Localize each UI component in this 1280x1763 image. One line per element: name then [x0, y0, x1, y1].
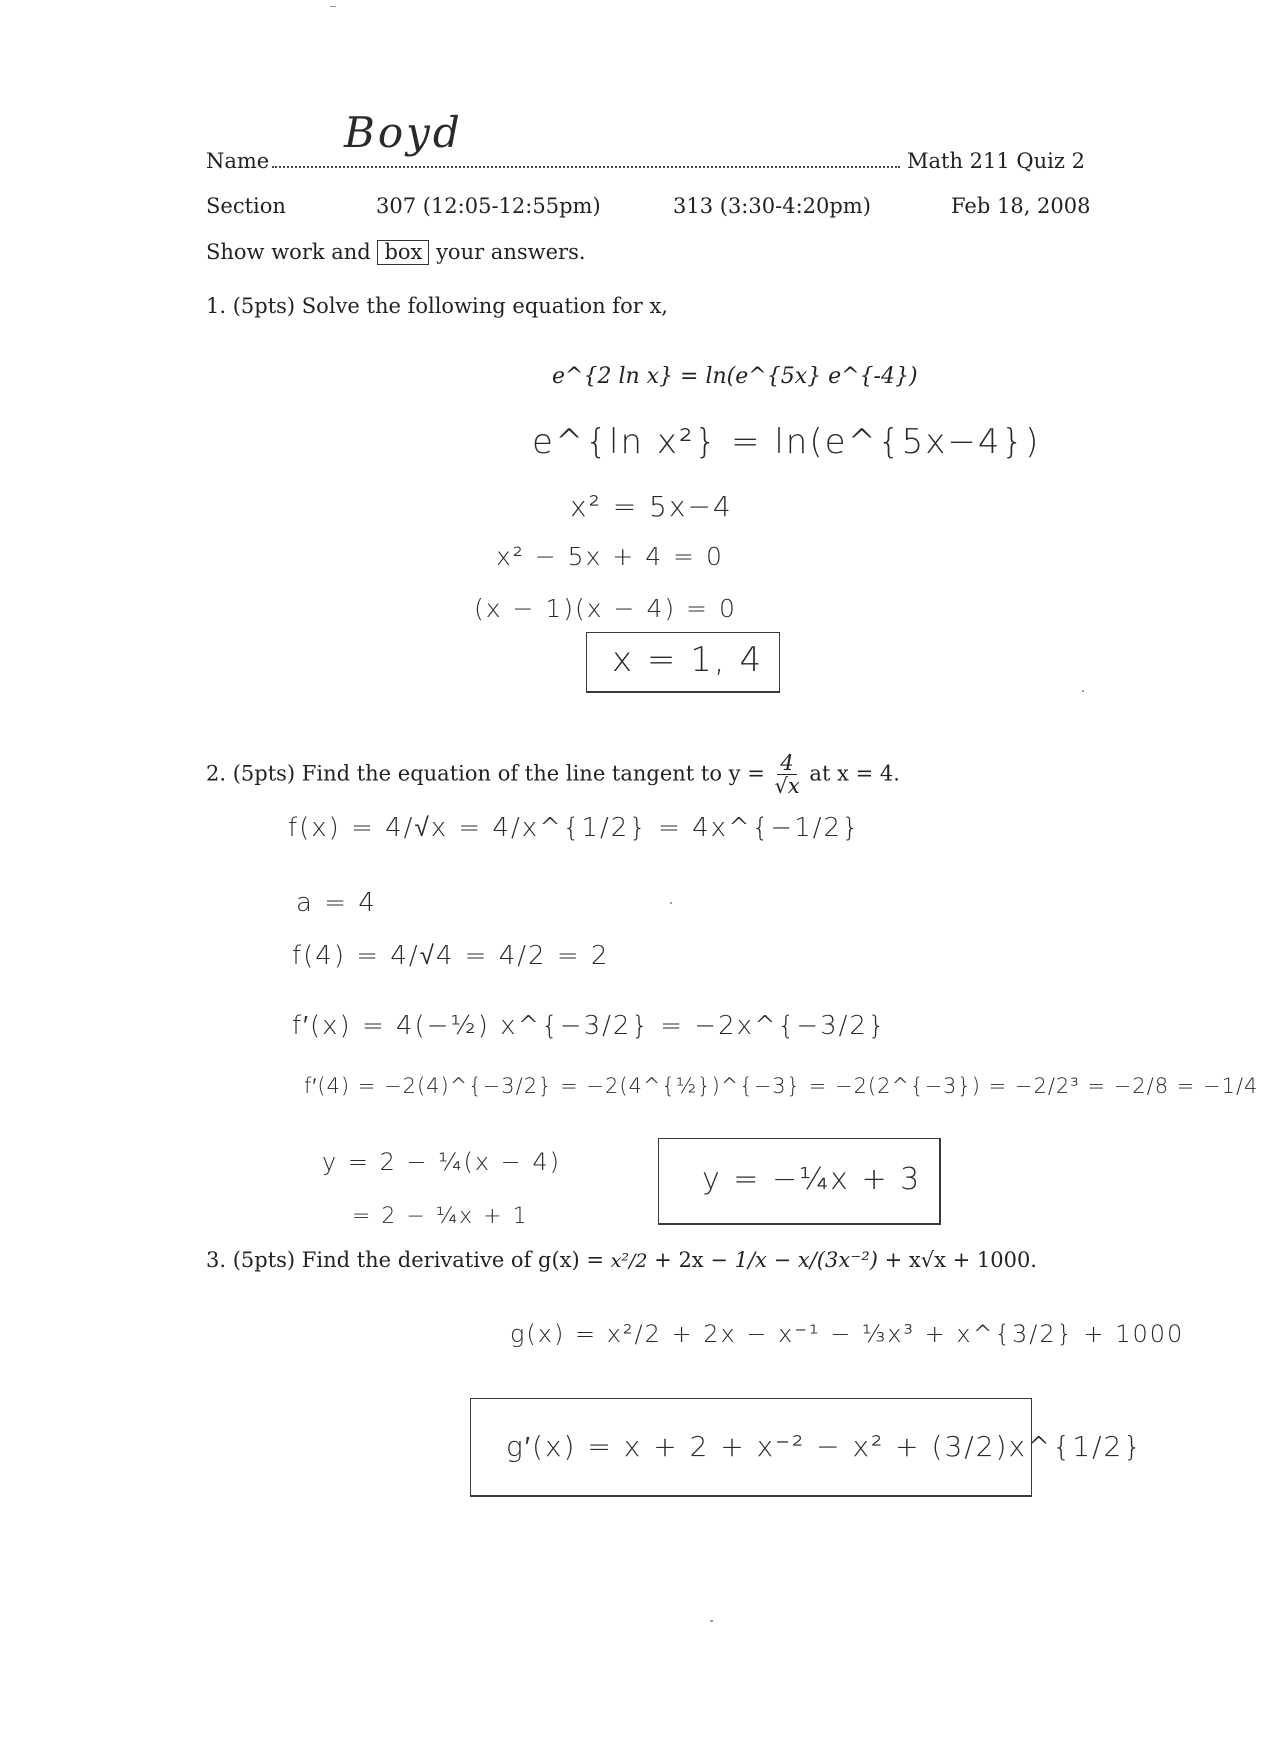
problem3-term-2: + 2x −	[654, 1248, 728, 1272]
instructions-box-word: box	[377, 240, 429, 265]
problem3-term-5: x/(3x⁻²)	[797, 1248, 878, 1272]
problem3-term-1: x²/2	[610, 1250, 648, 1273]
problem1-work-line-2: x² = 5x−4	[570, 490, 733, 523]
problem2-answer: y = −¼x + 3	[702, 1162, 922, 1197]
problem2-fraction-denominator: √x	[774, 774, 800, 799]
problem3-work-line-1: g(x) = x²/2 + 2x − x⁻¹ − ⅓x³ + x^{3/2} + 1000	[510, 1320, 1185, 1348]
problem2-work-line-7: = 2 − ¼x + 1	[352, 1204, 529, 1229]
scan-speck	[670, 902, 672, 904]
quiz-date: Feb 18, 2008	[951, 194, 1091, 218]
scan-speck	[1082, 690, 1084, 692]
problem2-prompt-pre: 2. (5pts) Find the equation of the line tangent to y =	[206, 761, 765, 786]
problem3-prompt-pre: 3. (5pts) Find the derivative of g(x) =	[206, 1248, 604, 1272]
instructions-pre: Show work and	[206, 240, 371, 264]
section-label: Section	[206, 194, 286, 218]
problem1-work-line-3: x² − 5x + 4 = 0	[496, 542, 724, 571]
name-label: Name	[206, 149, 270, 173]
name-dotted-line	[272, 166, 900, 168]
student-name: Boyd	[344, 108, 463, 157]
problem3-prompt	[206, 1248, 1037, 1273]
problem2-work-line-4: f′(x) = 4(−½) x^{−3/2} = −2x^{−3/2}	[292, 1011, 887, 1041]
scan-speck	[710, 1620, 713, 1622]
section-option-313: 313 (3:30-4:20pm)	[673, 194, 871, 218]
problem1-prompt: 1. (5pts) Solve the following equation for x,	[206, 294, 668, 318]
problem2-work-line-6: y = 2 − ¼(x − 4)	[322, 1148, 562, 1176]
problem2-work-line-2: a = 4	[296, 888, 377, 918]
section-option-307: 307 (12:05-12:55pm)	[376, 194, 601, 218]
problem2-work-line-3: f(4) = 4/√4 = 4/2 = 2	[292, 941, 610, 971]
instructions	[206, 240, 586, 265]
course-title: Math 211 Quiz 2	[907, 149, 1085, 173]
problem3-term-4: −	[773, 1248, 792, 1272]
scan-speck	[330, 6, 336, 7]
problem2-prompt-post: at x = 4.	[809, 761, 900, 786]
problem2-prompt	[206, 752, 900, 798]
problem1-work-line-1: e^{ln x²} = ln(e^{5x−4})	[532, 422, 1041, 462]
problem2-work-line-5: f′(4) = −2(4)^{−3/2} = −2(4^{½})^{−3} = −2(2^{−3}) = −2/2³ = −2/8 = −1/4	[304, 1074, 1259, 1098]
problem1-work-line-4: (x − 1)(x − 4) = 0	[474, 594, 737, 623]
instructions-post: your answers.	[436, 240, 586, 264]
problem2-work-line-1: f(x) = 4/√x = 4/x^{1/2} = 4x^{−1/2}	[288, 813, 861, 843]
problem3-term-6: + x√x + 1000.	[884, 1248, 1037, 1272]
problem2-prompt-fraction	[772, 752, 803, 798]
problem2-fraction-numerator: 4	[777, 752, 796, 775]
problem3-term-3: 1/x	[734, 1248, 767, 1272]
problem1-answer: x = 1, 4	[612, 640, 764, 680]
problem1-equation: e^{2 ln x} = ln(e^{5x} e^{-4})	[552, 364, 918, 389]
problem3-answer: g′(x) = x + 2 + x⁻² − x² + (3/2)x^{1/2}	[506, 1430, 1144, 1463]
